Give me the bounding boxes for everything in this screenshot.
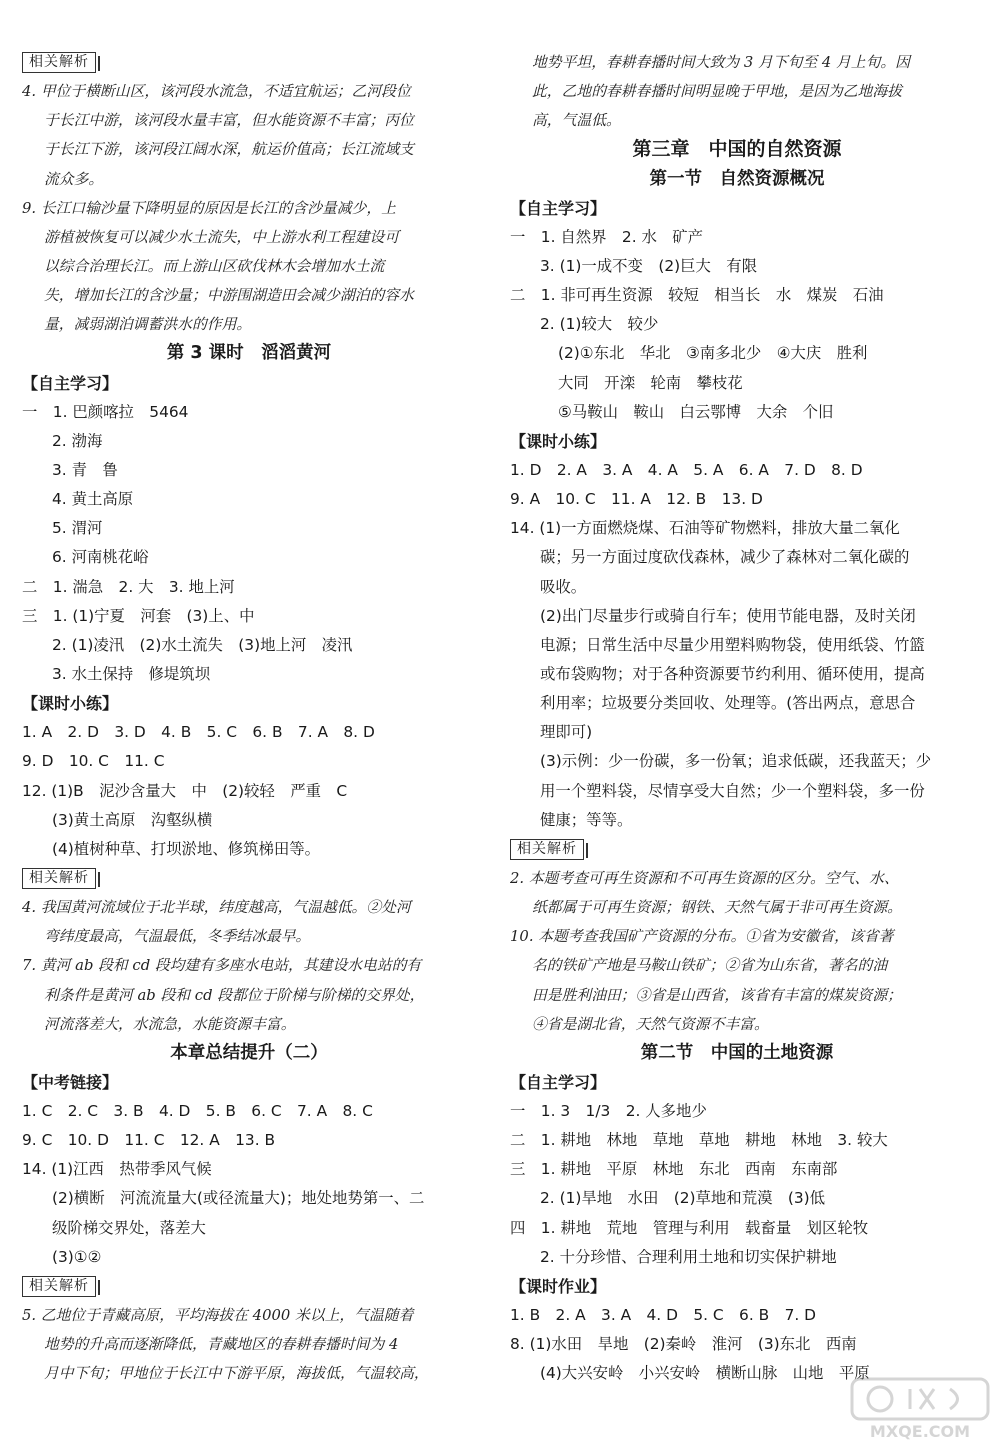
answer-line: 3. (1)一成不变 (2)巨大 有限 bbox=[540, 256, 758, 275]
answer-line: (4)大兴安岭 小兴安岭 横断山脉 山地 平原 bbox=[540, 1364, 870, 1383]
chapter-title: 第二节 中国的土地资源 bbox=[640, 1042, 834, 1063]
chapter-title: 第 3 课时 滔滔黄河 bbox=[166, 343, 332, 364]
answer-line: (3)示例：少一份碳，多一份氧；追求低碳，还我蓝天；少 bbox=[540, 752, 932, 771]
analysis-text-line: 5. 乙地位于青藏高原，平均海拔在 4000 米以上，气温随着 bbox=[22, 1307, 414, 1325]
answer-line: 3. 青 鲁 bbox=[52, 460, 118, 479]
analysis-text-line: 流众多。 bbox=[44, 170, 104, 188]
analysis-text-line: 于长江中游，该河段水量丰富，但水能资源不丰富；丙位 bbox=[44, 112, 414, 130]
answer-line: 吸收。 bbox=[540, 577, 587, 596]
answer-line: 电源；日常生活中尽量少用塑料购物袋，使用纸袋、竹篮 bbox=[540, 635, 925, 654]
analysis-text-line: 于长江下游，该河段江阔水深，航运价值高；长江流域支 bbox=[44, 141, 414, 159]
section-heading: 【中考链接】 bbox=[22, 1072, 119, 1092]
answer-line: 级阶梯交界处，落差大 bbox=[52, 1218, 206, 1237]
answer-line: 二 1. 湍急 2. 大 3. 地上河 bbox=[22, 577, 235, 596]
answer-line: (3)①② bbox=[52, 1247, 102, 1266]
answer-line: 二 1. 非可再生资源 较短 相当长 水 煤炭 石油 bbox=[510, 286, 884, 305]
section-heading: 【自主学习】 bbox=[22, 373, 119, 393]
answer-line: 3. 水土保持 修堤筑坝 bbox=[52, 664, 211, 683]
analysis-text-line: 4. 甲位于横断山区，该河段水流急，不适宜航运；乙河段位 bbox=[22, 83, 411, 101]
answer-line: ⑤马鞍山 鞍山 白云鄂博 大余 个旧 bbox=[558, 402, 834, 421]
chapter-title: 本章总结提升（二） bbox=[170, 1042, 328, 1063]
section-heading: 【课时作业】 bbox=[510, 1276, 607, 1296]
answer-line: (3)黄土高原 沟壑纵横 bbox=[52, 810, 213, 829]
answer-line: 9. D 10. C 11. C bbox=[22, 752, 165, 771]
analysis-text-line: 4. 我国黄河流域位于北半球，纬度越高，气温越低。②处河 bbox=[22, 899, 411, 917]
analysis-text-line: 地势平坦，春耕春播时间大致为 3 月下旬至 4 月上旬。因 bbox=[532, 54, 910, 71]
answer-line: (2)出门尽量步行或骑自行车；使用节能电器，及时关闭 bbox=[540, 606, 916, 625]
answer-line: 一 1. 巴颜喀拉 5464 bbox=[22, 402, 189, 421]
analysis-text-line: 地势的升高而逐渐降低，青藏地区的春耕春播时间为 4 bbox=[44, 1336, 399, 1354]
answer-line: 2. (1)旱地 水田 (2)草地和荒漠 (3)低 bbox=[540, 1189, 826, 1208]
analysis-text-line: 田是胜利油田；③省是山西省，该省有丰富的煤炭资源； bbox=[532, 986, 902, 1004]
answer-line: 一 1. 3 1/3 2. 人多地少 bbox=[510, 1102, 707, 1121]
right-column bbox=[510, 48, 964, 1388]
answer-line: 或布袋购物；对于各种资源要节约利用、循环使用，提高 bbox=[540, 664, 925, 683]
answer-line: 三 1. (1)宁夏 河套 (3)上、中 bbox=[22, 606, 255, 625]
answer-line: 一 1. 自然界 2. 水 矿产 bbox=[510, 227, 704, 246]
analysis-text-line: 此，乙地的春耕春播时间明显晚于甲地，是因为乙地海拔 bbox=[532, 83, 902, 101]
answer-line: 8. (1)水田 旱地 (2)秦岭 淮河 (3)东北 西南 bbox=[510, 1335, 857, 1354]
section-heading: 【课时小练】 bbox=[22, 694, 119, 714]
analysis-text-line: 量，减弱湖泊调蓄洪水的作用。 bbox=[44, 316, 252, 334]
analysis-text-line: 利条件是黄河 ab 段和 cd 段都位于阶梯与阶梯的交界处， bbox=[44, 986, 425, 1004]
answer-line: 2. (1)凌汛 (2)水土流失 (3)地上河 凌汛 bbox=[52, 635, 353, 654]
answer-line: 利用率；垃圾要分类回收、处理等。(答出两点，意思合 bbox=[540, 694, 916, 713]
analysis-label-box: 相关解析 bbox=[22, 52, 96, 73]
answer-line: 碳；另一方面过度砍伐森林，减少了森林对二氧化碳的 bbox=[540, 548, 910, 567]
answer-line: 用一个塑料袋，尽情享受大自然；少一个塑料袋，多一份 bbox=[540, 781, 925, 800]
section-header-row bbox=[22, 864, 476, 893]
answer-line: 1. D 2. A 3. A 4. A 5. A 6. A 7. D 8. D bbox=[510, 460, 863, 479]
analysis-text-line: 名的铁矿产地是马鞍山铁矿；②省为山东省，著名的油 bbox=[532, 957, 888, 975]
left-column bbox=[22, 48, 476, 1388]
answer-line: 1. C 2. C 3. B 4. D 5. B 6. C 7. A 8. C bbox=[22, 1102, 373, 1121]
analysis-text-line: 游植被恢复可以减少水土流失，中上游水利工程建设可 bbox=[44, 228, 400, 246]
analysis-text-line: 弯纬度最高，气温最低，冬季结冰最早。 bbox=[44, 928, 311, 946]
answer-line: 14. (1)一方面燃烧煤、石油等矿物燃料，排放大量二氧化 bbox=[510, 519, 900, 538]
answer-line: 2. 十分珍惜、合理利用土地和切实保护耕地 bbox=[540, 1247, 837, 1266]
answer-line: (2)①东北 华北 ③南多北少 ④大庆 胜利 bbox=[558, 344, 868, 363]
section-header-row bbox=[22, 1272, 476, 1301]
answer-line: 健康；等等。 bbox=[540, 810, 633, 829]
answer-line: (4)植树种草、打坝淤地、修筑梯田等。 bbox=[52, 839, 321, 858]
analysis-label-box: 相关解析 bbox=[22, 1276, 96, 1297]
section-heading: 【课时小练】 bbox=[510, 431, 607, 451]
section-header-row bbox=[510, 835, 964, 864]
analysis-text-line: 以综合治理长江。而上游山区砍伐林木会增加水土流 bbox=[44, 257, 385, 275]
answer-line: 大同 开滦 轮南 攀枝花 bbox=[558, 373, 743, 392]
analysis-text-line: 10. 本题考查我国矿产资源的分布。①省为安徽省，该省著 bbox=[510, 928, 894, 946]
answer-line: 三 1. 耕地 平原 林地 东北 西南 东南部 bbox=[510, 1160, 838, 1179]
analysis-text-line: 2. 本题考查可再生资源和不可再生资源的区分。空气、水、 bbox=[510, 869, 899, 887]
answer-line: 理即可) bbox=[540, 723, 593, 742]
section-heading: 【自主学习】 bbox=[510, 1072, 607, 1092]
answer-line: 1. A 2. D 3. D 4. B 5. C 6. B 7. A 8. D bbox=[22, 723, 375, 742]
analysis-text-line: 河流落差大，水流急，水能资源丰富。 bbox=[44, 1015, 296, 1033]
answer-line: 9. A 10. C 11. A 12. B 13. D bbox=[510, 490, 763, 509]
section-header-row bbox=[22, 48, 476, 77]
chapter-title: 第一节 自然资源概况 bbox=[649, 168, 825, 189]
analysis-text-line: 7. 黄河 ab 段和 cd 段均建有多座水电站，其建设水电站的有 bbox=[22, 957, 422, 975]
analysis-text-line: 月中下旬；甲地位于长江中下游平原，海拔低，气温较高， bbox=[44, 1365, 429, 1383]
answer-line: 5. 渭河 bbox=[52, 519, 103, 538]
answer-line: 1. B 2. A 3. A 4. D 5. C 6. B 7. D bbox=[510, 1306, 817, 1325]
analysis-text-line: 高，气温低。 bbox=[532, 112, 621, 130]
analysis-text-line: ④省是湖北省，天然气资源不丰富。 bbox=[532, 1015, 769, 1033]
answer-line: 12. (1)B 泥沙含量大 中 (2)较轻 严重 C bbox=[22, 781, 348, 800]
watermark-text: MXQE.COM bbox=[869, 1422, 971, 1441]
answer-line: 二 1. 耕地 林地 草地 草地 耕地 林地 3. 较大 bbox=[510, 1131, 888, 1150]
answer-line: (2)横断 河流流量大(或径流量大)；地处地势第一、二 bbox=[52, 1189, 425, 1208]
chapter-title: 第三章 中国的自然资源 bbox=[632, 138, 842, 161]
answer-line: 6. 河南桃花峪 bbox=[52, 548, 149, 567]
analysis-label-box: 相关解析 bbox=[22, 868, 96, 889]
answer-line: 四 1. 耕地 荒地 管理与利用 载畜量 划区轮牧 bbox=[510, 1218, 869, 1237]
answer-line: 9. C 10. D 11. C 12. A 13. B bbox=[22, 1131, 276, 1150]
section-heading: 【自主学习】 bbox=[510, 198, 607, 218]
analysis-text-line: 9. 长江口输沙量下降明显的原因是长江的含沙量减少，上 bbox=[22, 199, 396, 217]
analysis-text-line: 纸都属于可再生资源；钢铁、天然气属于非可再生资源。 bbox=[532, 899, 902, 917]
answer-line: 4. 黄土高原 bbox=[52, 490, 134, 509]
answer-line: 14. (1)江西 热带季风气候 bbox=[22, 1160, 212, 1179]
answer-line: 2. (1)较大 较少 bbox=[540, 315, 659, 334]
answer-line: 2. 渤海 bbox=[52, 431, 103, 450]
analysis-label-box: 相关解析 bbox=[510, 839, 584, 860]
analysis-text-line: 失，增加长江的含沙量；中游围湖造田会减少湖泊的容水 bbox=[44, 287, 414, 305]
watermark-logo bbox=[850, 1375, 990, 1445]
